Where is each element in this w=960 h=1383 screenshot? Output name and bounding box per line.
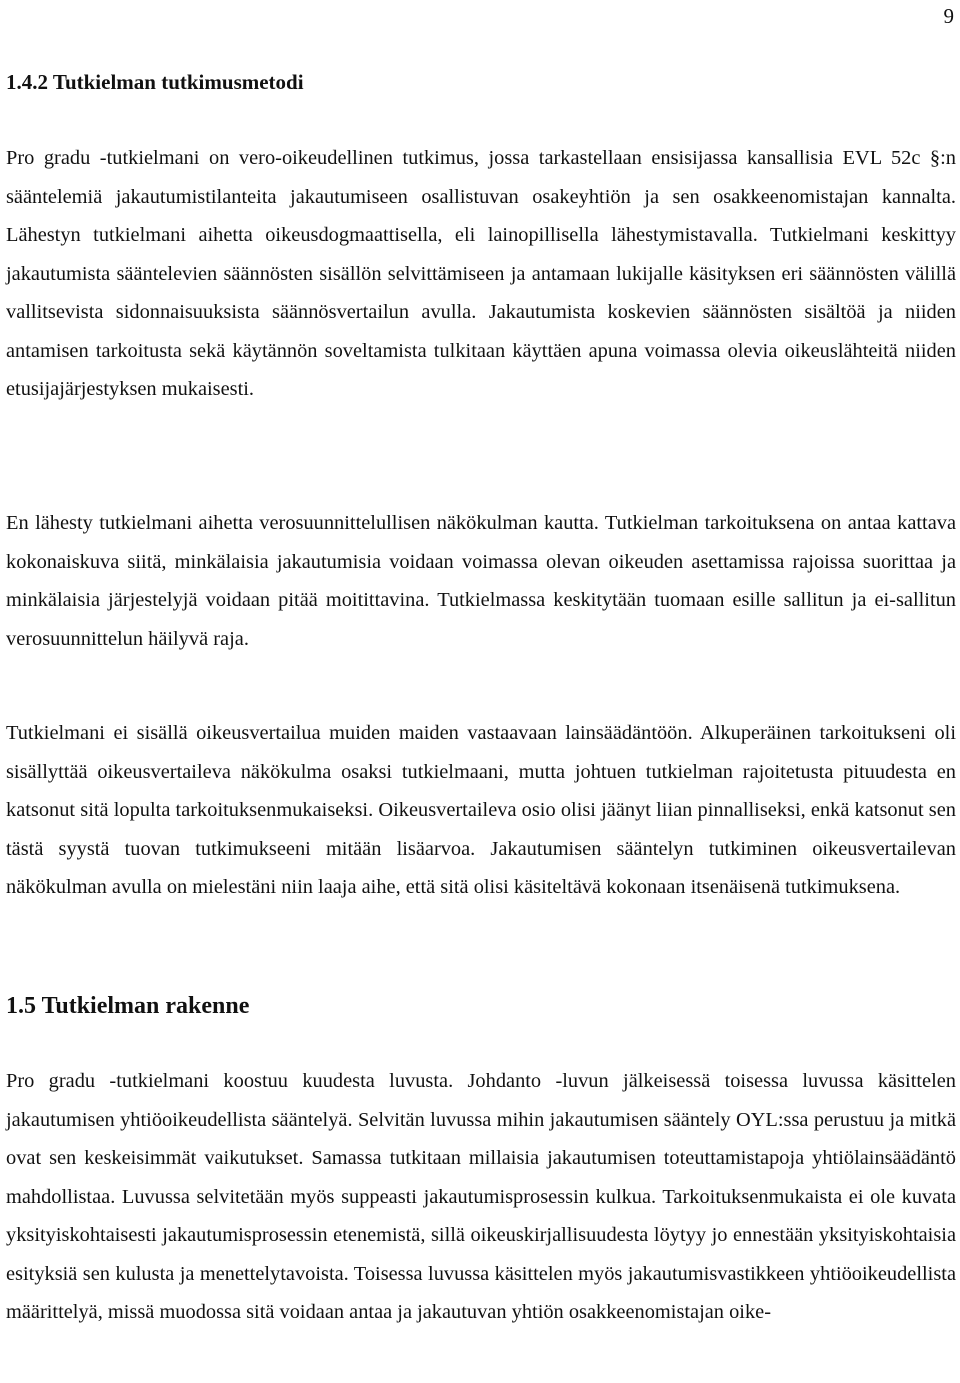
- section-heading-research-method: 1.4.2 Tutkielman tutkimusmetodi: [6, 70, 304, 94]
- page-number: 9: [943, 4, 954, 28]
- paragraph-structure-1: Pro gradu -tutkielmani koostuu kuudesta luvusta. Johdanto -luvun jälkeisessä toisessa luvussa käsittelen jakautumisen yhtiöoikeudellista sääntelyä. Selvitän luvussa mihin jakautumisen sääntely OYL:ssa perustuu ja mitkä ovat sen keskeisimmät vaikutukset. Samassa tutkitaan millaisia jakautumisen toteuttamistapoja yhtiölainsäädäntö mahdollistaa. Luvussa selvitetään myös suppeasti jakautumisprosessin kulkua. Tarkoituksenmukaista ei ole kuvata yksityiskohtaisesti jakautumisprosessin etenemistä, sillä oikeuskirjallisuudesta löytyy jo ennestään yksityiskohtaisia esityksiä sen kulusta ja menettelytavoista. Toisessa luvussa käsittelen myös jakautumisvastikkeen yhtiöoikeudellista määrittelyä, missä muodossa sitä voidaan antaa ja jakautuvan yhtiön osakkeenomistajan oike-: [6, 1070, 956, 1323]
- paragraph-method-1: Pro gradu -tutkielmani on vero-oikeudellinen tutkimus, jossa tarkastellaan ensisijassa kansallisia EVL 52c §:n sääntelemiä jakautumistilanteita jakautumiseen osallistuvan osakeyhtiön ja sen osakkeenomistajan kannalta. Lähestyn tutkielmani aihetta oikeusdogmaattisella, eli lainopillisella lähestymistavalla. Tutkielmani keskittyy jakautumista sääntelevien säännösten sisällön selvittämiseen ja antamaan lukijalle käsityksen eri säännösten välillä vallitsevista sidonnaisuuksista säännösvertailun avulla. Jakautumista koskevien säännösten sisältöä ja niiden antamisen tarkoitusta sekä käytännön soveltamista tulkitaan käyttäen apuna voimassa olevia oikeuslähteitä niiden etusijajärjestyksen mukaisesti.: [6, 147, 956, 400]
- paragraph-method-3: Tutkielmani ei sisällä oikeusvertailua muiden maiden vastaavaan lainsäädäntöön. Alkuperäinen tarkoitukseni oli sisällyttää oikeusvertaileva näkökulma osaksi tutkielmaani, mutta johtuen tutkielman rajoitetusta pituudesta en katsonut sitä lopulta tarkoituksenmukaiseksi. Oikeusvertaileva osio olisi jäänyt liian pinnalliseksi, enkä katsonut sen tästä syystä tuovan tutkimukseeni mitään lisäarvoa. Jakautumisen sääntelyn tutkiminen oikeusvertailevan näkökulman avulla on mielestäni niin laaja aihe, että sitä olisi käsiteltävä kokonaan itsenäisenä tutkimuksena.: [6, 722, 956, 898]
- paragraph-method-2: En lähesty tutkielmani aihetta verosuunnittelullisen näkökulman kautta. Tutkielman tarkoituksena on antaa kattava kokonaiskuva siitä, minkälaisia jakautumisia voidaan voimassa olevan oikeuden asettamissa rajoissa suorittaa ja minkälaisia järjestelyjä voidaan pitää moitittavina. Tutkielmassa keskitytään tuomaan esille sallitun ja ei-sallitun verosuunnittelun häilyvä raja.: [6, 512, 956, 650]
- section-heading-structure: 1.5 Tutkielman rakenne: [6, 993, 250, 1019]
